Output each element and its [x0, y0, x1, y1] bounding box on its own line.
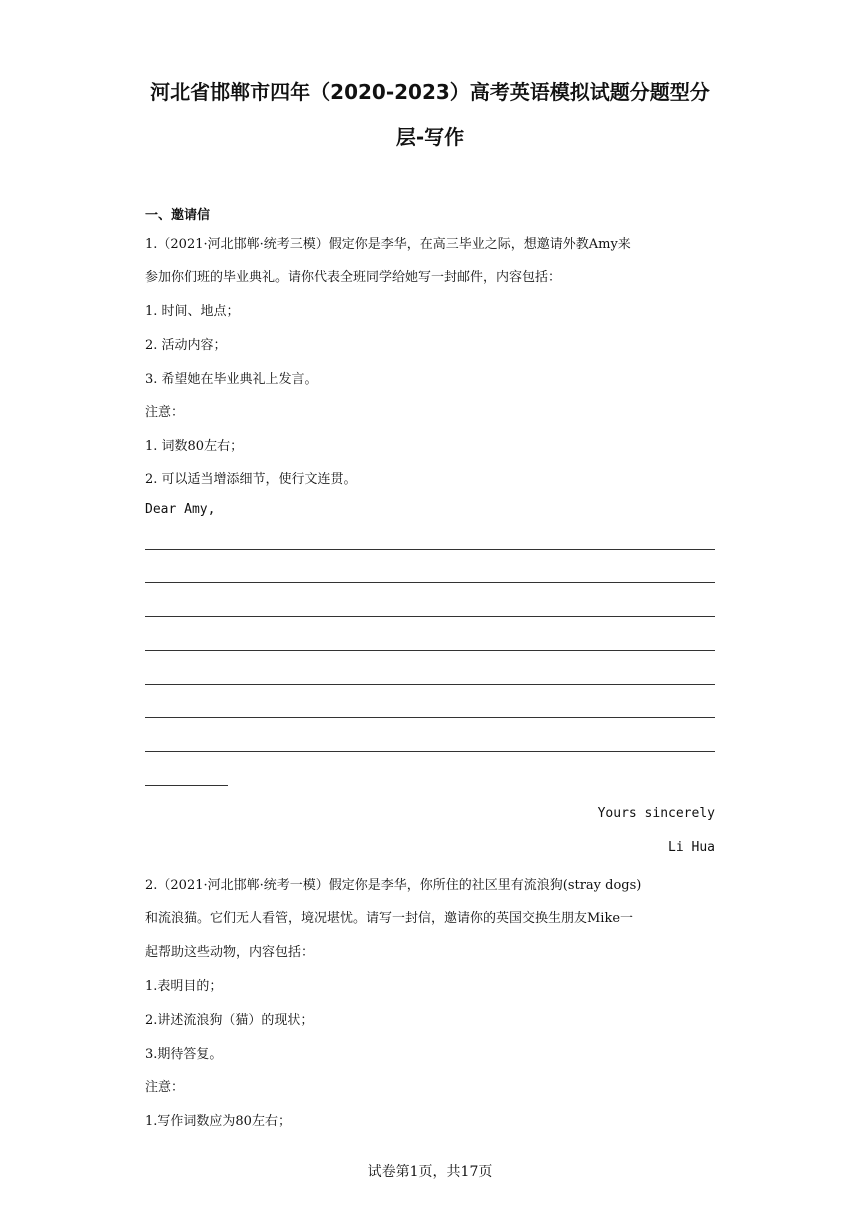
answer-line[interactable]: [145, 717, 715, 718]
q1-closing: Yours sincerely: [597, 806, 715, 821]
q1-salutation: Dear Amy,: [145, 502, 216, 517]
q1-signature: Li Hua: [668, 840, 715, 855]
answer-line[interactable]: [145, 549, 715, 550]
answer-line[interactable]: [145, 684, 715, 685]
answer-line[interactable]: [145, 582, 715, 583]
q1-notice: 注意：: [145, 405, 185, 420]
answer-line[interactable]: [145, 616, 715, 617]
section-heading: 一、邀请信: [145, 208, 211, 223]
q1-item-3: 3. 希望她在毕业典礼上发言。: [145, 372, 318, 387]
q2-item-3: 3.期待答复。: [145, 1047, 223, 1062]
page-footer: 试卷第1页，共17页: [367, 1164, 493, 1180]
q2-notice: 注意：: [145, 1080, 185, 1095]
q2-prompt-line-1: 2.（2021·河北邯郸·统考一模）假定你是李华，你所住的社区里有流浪狗(stray dogs): [145, 878, 642, 893]
document-title-line-2: 层-写作: [395, 125, 465, 149]
q2-item-2: 2.讲述流浪狗（猫）的现状；: [145, 1013, 314, 1028]
q1-prompt-line-2: 参加你们班的毕业典礼。请你代表全班同学给她写一封邮件，内容包括：: [145, 270, 562, 285]
answer-line[interactable]: [145, 751, 715, 752]
q2-note-1: 1.写作词数应为80左右；: [145, 1114, 291, 1129]
answer-line[interactable]: [145, 650, 715, 651]
q1-item-1: 1. 时间、地点；: [145, 304, 240, 319]
q1-note-1: 1. 词数80左右；: [145, 439, 244, 454]
q2-item-1: 1.表明目的；: [145, 979, 223, 994]
document-title-line-1: 河北省邯郸市四年（2020-2023）高考英语模拟试题分题型分: [150, 80, 710, 104]
q2-prompt-line-3: 起帮助这些动物，内容包括：: [145, 945, 315, 960]
answer-line[interactable]: [145, 785, 228, 786]
q1-item-2: 2. 活动内容；: [145, 338, 227, 353]
q1-note-2: 2. 可以适当增添细节，使行文连贯。: [145, 472, 357, 487]
q2-prompt-line-2: 和流浪猫。它们无人看管，境况堪忧。请写一封信，邀请你的英国交换生朋友Mike一: [145, 911, 634, 926]
q1-prompt-line-1: 1.（2021·河北邯郸·统考三模）假定你是李华，在高三毕业之际，想邀请外教Amy来: [145, 237, 631, 252]
